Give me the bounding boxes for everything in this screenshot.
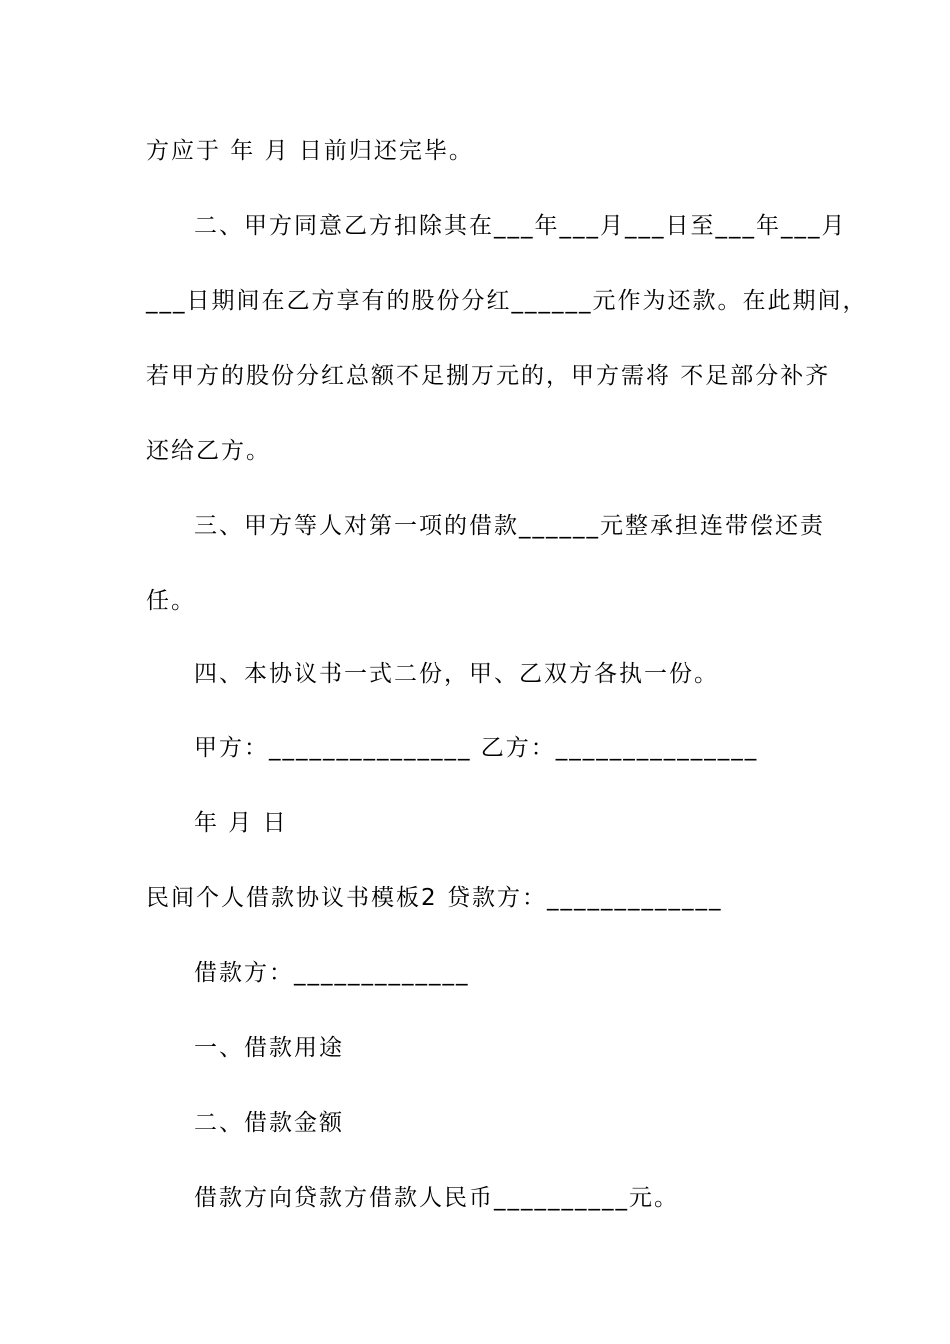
section-loan-purpose: 一、借款用途 [194, 1035, 344, 1061]
clause-two-line-1: 二、甲方同意乙方扣除其在___年___月___日至___年___月 [194, 213, 847, 239]
section-loan-amount: 二、借款金额 [194, 1110, 344, 1136]
date-line: 年 月 日 [194, 810, 288, 836]
clause-three-line-1: 三、甲方等人对第一项的借款______元整承担连带偿还责 [194, 513, 825, 539]
template-title-lender: 民间个人借款协议书模板2 贷款方：_____________ [146, 885, 723, 911]
borrower-line: 借款方：_____________ [194, 960, 470, 986]
signature-line: 甲方：_______________ 乙方：_______________ [194, 735, 759, 761]
clause-two-line-2: ___日期间在乙方享有的股份分红______元作为还款。在此期间， [146, 288, 868, 314]
clause-two-line-3: 若甲方的股份分红总额不足捌万元的，甲方需将 不足部分补齐 [146, 363, 831, 389]
clause-three-line-2: 任。 [146, 588, 196, 614]
clause-two-line-4: 还给乙方。 [146, 438, 271, 464]
text-line-1: 方应于 年 月 日前归还完毕。 [146, 138, 474, 164]
clause-four: 四、本协议书一式二份，甲、乙双方各执一份。 [194, 661, 719, 687]
loan-amount-line: 借款方向贷款方借款人民币__________元。 [194, 1185, 679, 1211]
